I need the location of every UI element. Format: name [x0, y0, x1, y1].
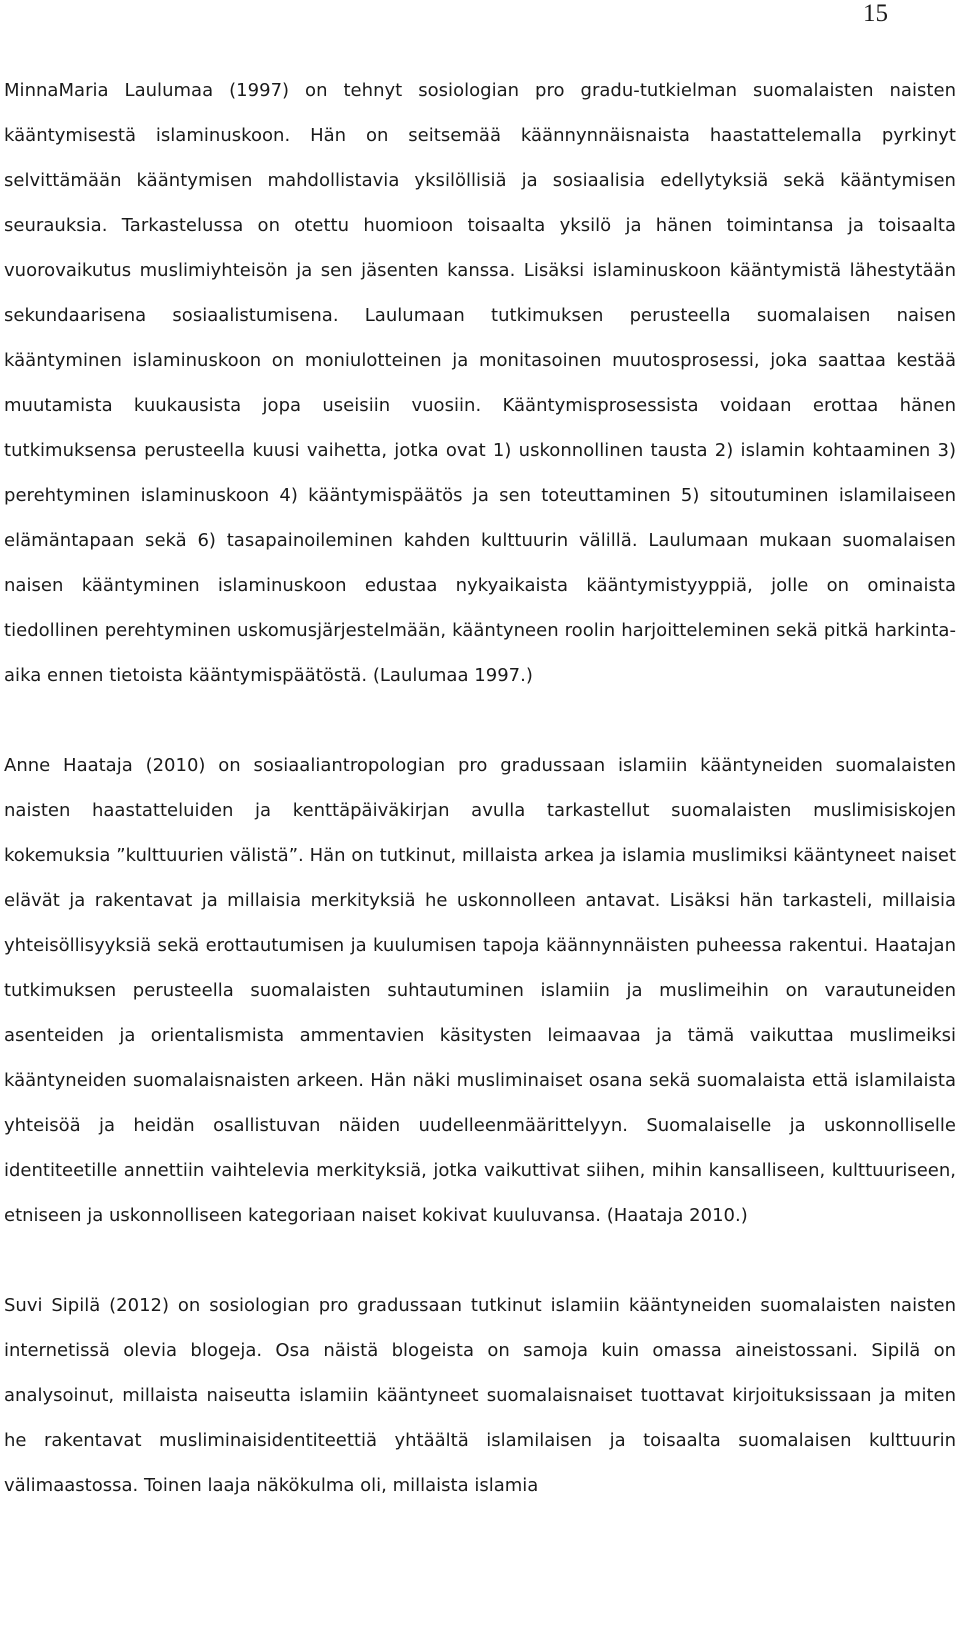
document-body: [0, 68, 960, 1508]
page-number: 15: [863, 0, 888, 27]
paragraph-haataja: Anne Haataja (2010) on sosiaaliantropologian pro gradussaan islamiin kääntyneiden suomalaisten naisten haastatteluiden ja kenttäpäiväkirjan avulla tarkastellut suomalaisten muslimisiskojen kokemuksia ”kulttuurien välistä”. Hän on tutkinut, millaista arkea ja islamia muslimiksi kääntyneet naiset elävät ja rakentavat ja millaisia merkityksiä he uskonnolleen antavat. Lisäksi hän tarkasteli, millaisia yhteisöllisyyksiä sekä erottautumisen ja kuulumisen tapoja käännynnäisten puheessa rakentui. Haatajan tutkimuksen perusteella suomalaisten suhtautuminen islamiin ja muslimeihin on varautuneiden asenteiden ja orientalismista ammentavien käsitysten leimaavaa ja tämä vaikuttaa muslimeiksi kääntyneiden suomalaisnaisten arkeen. Hän näki musliminaiset osana sekä suomalaista että islamilaista yhteisöä ja heidän osallistuvan näiden uudelleenmäärittelyyn. Suomalaiselle ja uskonnolliselle identiteetille annettiin vaihtelevia merkityksiä, jotka vaikuttivat siihen, mihin kansalliseen, kulttuuriseen, etniseen ja uskonnolliseen kategoriaan naiset kokivat kuuluvansa. (Haataja 2010.): [4, 755, 956, 1226]
paragraph-laulumaa: MinnaMaria Laulumaa (1997) on tehnyt sosiologian pro gradu-tutkielman suomalaisten naisten kääntymisestä islaminuskoon. Hän on seitsemää käännynnäisnaista haastattelemalla pyrkinyt selvittämään kääntymisen mahdollistavia yksilöllisiä ja sosiaalisia edellytyksiä sekä kääntymisen seurauksia. Tarkastelussa on otettu huomioon toisaalta yksilö ja hänen toimintansa ja toisaalta vuorovaikutus muslimiyhteisön ja sen jäsenten kanssa. Lisäksi islaminuskoon kääntymistä lähestytään sekundaarisena sosiaalistumisena. Laulumaan tutkimuksen perusteella suomalaisen naisen kääntyminen islaminuskoon on moniulotteinen ja monitasoinen muutosprosessi, joka saattaa kestää muutamista kuukausista jopa useisiin vuosiin. Kääntymisprosessista voidaan erottaa hänen tutkimuksensa perusteella kuusi vaihetta, jotka ovat 1) uskonnollinen tausta 2) islamin kohtaaminen 3) perehtyminen islaminuskoon 4) kääntymispäätös ja sen toteuttaminen 5) sitoutuminen islamilaiseen elämäntapaan sekä 6) tasapainoileminen kahden kulttuurin välillä. Laulumaan mukaan suomalaisen naisen kääntyminen islaminuskoon edustaa nykyaikaista kääntymistyyppiä, jolle on ominaista tiedollinen perehtyminen uskomusjärjestelmään, kääntyneen roolin harjoitteleminen sekä pitkä harkinta-aika ennen tietoista kääntymispäätöstä. (Laulumaa 1997.): [4, 80, 956, 686]
paragraph-sipila: Suvi Sipilä (2012) on sosiologian pro gradussaan tutkinut islamiin kääntyneiden suomalaisten naisten internetissä olevia blogeja. Osa näistä blogeista on samoja kuin omassa aineistossani. Sipilä on analysoinut, millaista naiseutta islamiin kääntyneet suomalaisnaiset tuottavat kirjoituksissaan ja miten he rakentavat musliminaisidentiteettiä yhtäältä islamilaisen ja toisaalta suomalaisen kulttuurin välimaastossa. Toinen laaja näkökulma oli, millaista islamia: [4, 1295, 956, 1496]
